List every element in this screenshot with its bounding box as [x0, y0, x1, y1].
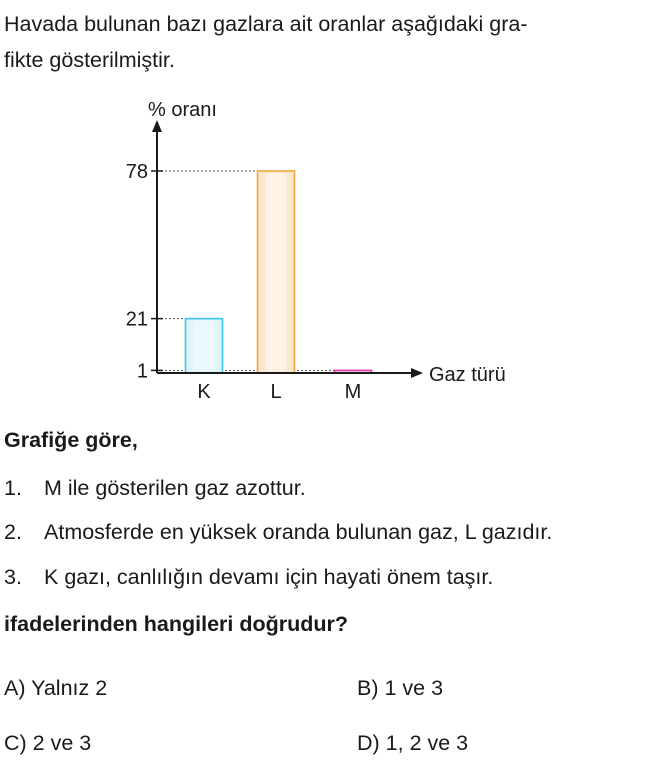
choice-b-text: 1 ve 3: [384, 676, 444, 700]
question-closing: ifadelerinden hangileri doğrudur?: [4, 612, 349, 636]
statement-2-text: Atmosferde en yüksek oranda bulunan gaz, L gazıdır.: [44, 520, 553, 544]
choice-c[interactable]: [4, 731, 91, 756]
statement-3-number: 3.: [4, 565, 22, 589]
x-tick-label-L: L: [270, 381, 282, 403]
intro-line-1: Havada bulunan bazı gazlara ait oranlar aşağıdaki gra-: [4, 12, 528, 36]
choice-b-letter: B): [357, 676, 379, 700]
y-axis-label: % oranı: [148, 99, 217, 121]
choice-a-text: Yalnız 2: [31, 676, 108, 700]
bar-chart: [0, 90, 645, 410]
statement-3: [4, 565, 493, 590]
choice-c-text: 2 ve 3: [32, 731, 92, 755]
choice-a[interactable]: [4, 676, 107, 701]
y-axis-arrow-icon: [152, 120, 162, 132]
bar-K-highlight: [194, 321, 215, 371]
x-axis-label: Gaz türü: [429, 364, 506, 386]
chart-bars: [186, 171, 372, 373]
choice-c-letter: C): [4, 731, 27, 755]
statement-2-number: 2.: [4, 520, 22, 544]
statement-1: [4, 476, 306, 501]
chart-ticks: [126, 161, 362, 403]
bar-L-highlight: [266, 173, 287, 371]
statement-2: [4, 520, 552, 545]
statement-1-number: 1.: [4, 476, 22, 500]
question-prompt: Grafiğe göre,: [4, 428, 138, 452]
statement-1-text: M ile gösterilen gaz azottur.: [44, 476, 306, 500]
choice-a-letter: A): [4, 676, 26, 700]
choice-d-letter: D): [357, 731, 380, 755]
y-tick-label-78: 78: [125, 161, 148, 183]
choice-d-text: 1, 2 ve 3: [385, 731, 469, 755]
choice-b[interactable]: [357, 676, 443, 701]
y-tick-label-1: 1: [136, 360, 148, 383]
statement-3-text: K gazı, canlılığın devamı için hayati önem taşır.: [44, 565, 494, 589]
question-intro: [4, 6, 640, 78]
x-tick-label-M: M: [344, 381, 362, 403]
intro-line-2: fikte gösterilmiştir.: [4, 48, 175, 72]
choice-d[interactable]: [357, 731, 468, 756]
x-tick-label-K: K: [197, 381, 211, 403]
y-tick-label-21: 21: [125, 308, 148, 331]
x-axis-arrow-icon: [411, 368, 423, 378]
